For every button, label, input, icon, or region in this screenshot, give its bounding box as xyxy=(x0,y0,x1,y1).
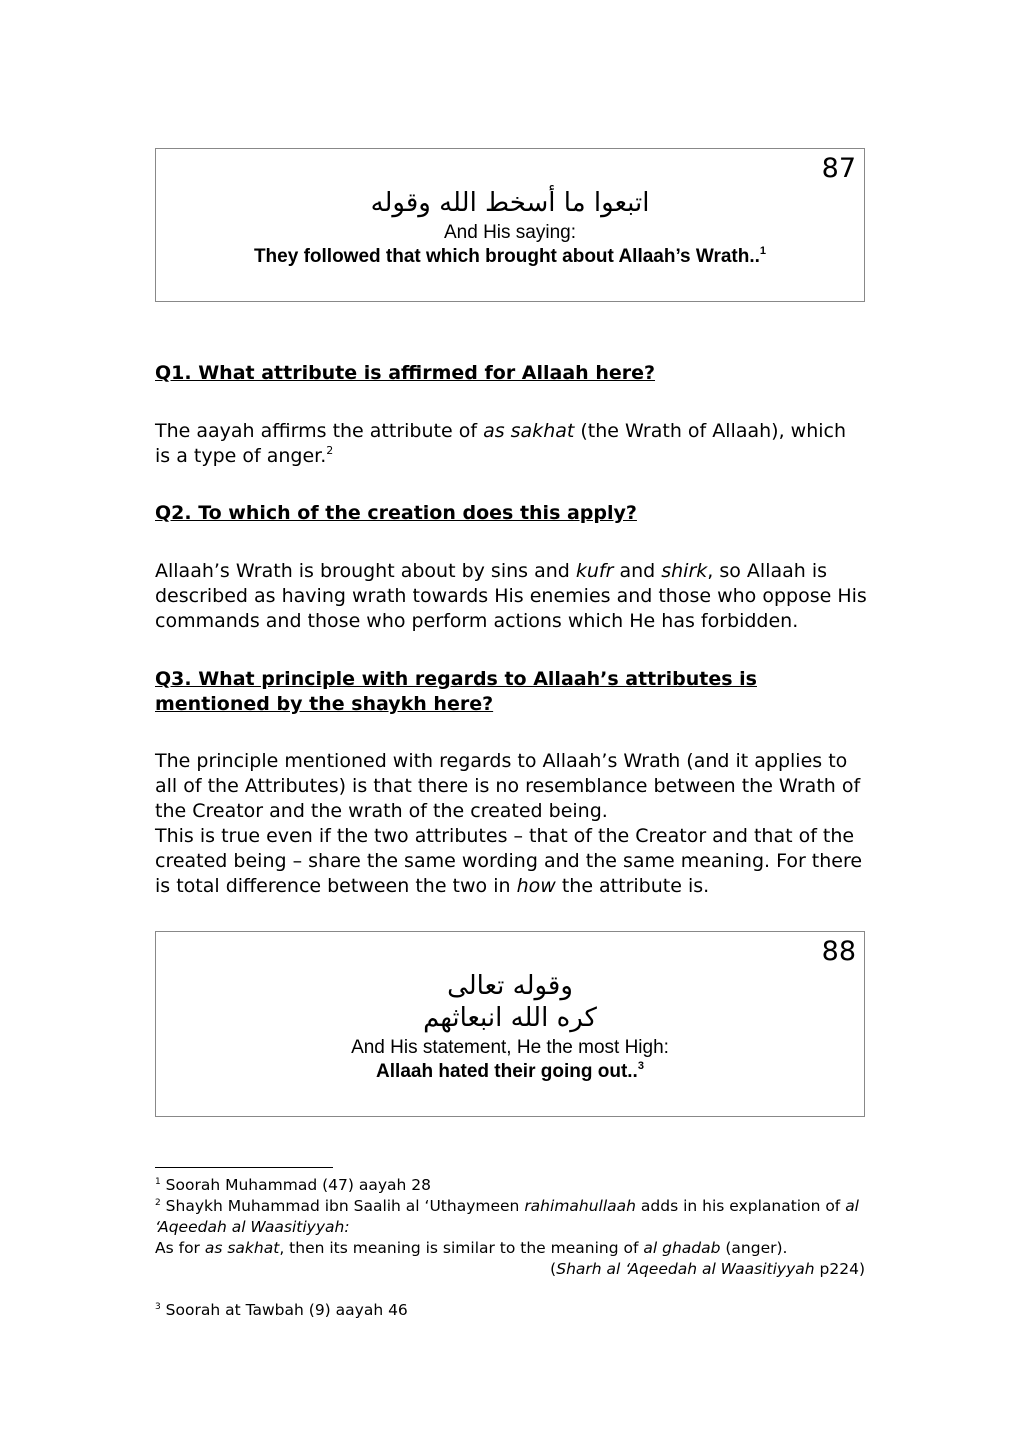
footnote-3: $^3$ Soorah at Tawbah (9) aayah 46 xyxy=(155,1301,408,1319)
question-1: Q1. What attribute is affirmed for Allaah here? xyxy=(155,362,656,384)
box-number: 87 xyxy=(821,153,856,184)
question-3: Q3. What principle with regards to Allaah’s attributes is mentioned by the shaykh here? xyxy=(155,668,757,715)
arabic-verse: اتبعوا ما أسخط الله وقوله xyxy=(370,188,650,218)
footnote-2-citation: (Sharh al ‘Aqeedah al Waasitiyyah p224) xyxy=(550,1260,865,1278)
answer-3-para-1: The principle mentioned with regards to Allaah’s Wrath (and it applies to all of the Attributes) is that there is no resemblance between the Wrath of the Creator and the wrath of the created being. xyxy=(155,750,861,822)
footnote-2: $^2$ Shaykh Muhammad ibn Saalih al ‘Uthaymeen rahimahullaah adds in his explanation of al ‘Aqeedah al Waasitiyyah: As for as sakhat, then its meaning is similar to the meaning of al ghadab (anger). (Sharh al ‘Aqeedah al Waasitiyyah p224) xyxy=(155,1197,865,1278)
verse-translation: They followed that which brought about Allaah’s Wrath..$^1$ xyxy=(253,245,767,267)
verse-box-88 xyxy=(155,931,865,1117)
footnote-ref[interactable]: 3 xyxy=(637,1060,644,1072)
footnote-ref[interactable]: 1 xyxy=(759,245,767,257)
answer-2: Allaah’s Wrath is brought about by sins and kufr and shirk, so Allaah is described as having wrath towards His enemies and those who oppose His commands and those who perform actions which He has forbidden. xyxy=(155,560,867,632)
footnote-1: $^1$ Soorah Muhammad (47) aayah 28 xyxy=(155,1176,431,1194)
answer-3-para-2: This is true even if the two attributes – that of the Creator and that of the created being – share the same wording and the same meaning. For there is total difference between the two in how the attribute is. xyxy=(155,825,863,897)
verse-intro: And His statement, He the most High: xyxy=(351,1037,669,1058)
verse-translation: Allaah hated their going out..$^3$ xyxy=(376,1060,644,1082)
footnote-divider xyxy=(155,1167,333,1168)
question-2: Q2. To which of the creation does this apply? xyxy=(155,502,637,524)
arabic-verse-line-1: وقوله تعالى xyxy=(447,971,573,1001)
verse-box-87 xyxy=(155,148,865,302)
answer-1: The aayah affirms the attribute of as sakhat (the Wrath of Allaah), which is a type of anger.$^2$ xyxy=(155,420,846,467)
box-number: 88 xyxy=(821,936,856,967)
verse-intro: And His saying: xyxy=(443,222,576,243)
arabic-verse-line-2: كره الله انبعاثهم xyxy=(423,1003,597,1033)
footnote-ref[interactable]: 2 xyxy=(326,444,334,457)
